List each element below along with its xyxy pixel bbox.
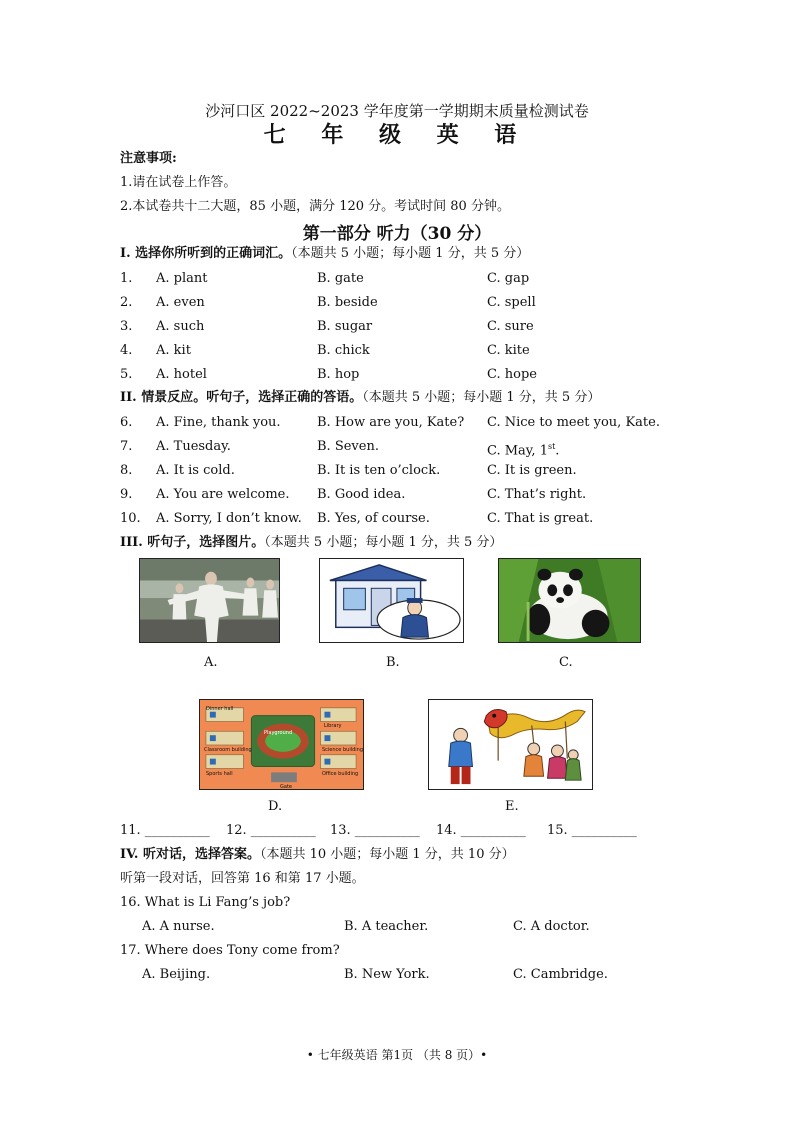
ordinal-suffix: st (547, 442, 556, 451)
section-3-title (120, 535, 502, 551)
option-c: C. sure (487, 319, 534, 334)
picture-guard-house (319, 558, 464, 643)
option-b: B. sugar (317, 319, 373, 334)
map-label-gate: Gate (280, 784, 292, 790)
option-a: A. Beijing. (142, 967, 211, 982)
option-a: A. such (156, 319, 205, 334)
option-c: C. spell (487, 295, 536, 310)
answer-blank-11[interactable]: 11. __________ (120, 823, 210, 838)
picture-school-map (199, 699, 364, 790)
option-c: C. That’s right. (487, 487, 587, 502)
option-b: B. hop (317, 367, 360, 382)
option-a: A. Sorry, I don’t know. (156, 511, 302, 526)
map-label-classroom: Classroom building (204, 747, 252, 753)
option-c: C. Nice to meet you, Kate. (487, 415, 660, 430)
question-number: 4. (120, 343, 133, 358)
option-c: C. A doctor. (513, 919, 590, 934)
map-label-sports-hall: Sports hall (206, 771, 233, 777)
notes-heading: 注意事项: (120, 151, 177, 166)
picture-label-d: D. (268, 799, 283, 814)
option-c: C. hope (487, 367, 537, 382)
option-b: B. chick (317, 343, 370, 358)
page-footer: • 七年级英语 第1页 （共 8 页）• (306, 1048, 488, 1062)
option-b: B. A teacher. (344, 919, 429, 934)
section-title-note: （本题共 5 小题；每小题 1 分，共 5 分） (291, 246, 530, 261)
question-number: 2. (120, 295, 133, 310)
option-c: C. Cambridge. (513, 967, 608, 982)
option-b: B. How are you, Kate? (317, 415, 465, 430)
question-number: 7. (120, 439, 133, 454)
option-a: A. kit (156, 343, 191, 358)
option-a: A. A nurse. (142, 919, 215, 934)
option-a: A. even (156, 295, 205, 310)
question-number: 9. (120, 487, 133, 502)
option-a: A. Fine, thank you. (156, 415, 281, 430)
option-b: B. Yes, of course. (317, 511, 430, 526)
option-a: A. plant (156, 271, 208, 286)
question-text: 17. Where does Tony come from? (120, 943, 340, 958)
part-one-title: 第一部分 听力（30 分） (302, 224, 492, 244)
dialogue-intro: 听第一段对话，回答第 16 和第 17 小题。 (120, 871, 365, 886)
exam-title: 沙河口区 2022~2023 学年度第一学期期末质量检测试卷 (205, 102, 589, 120)
option-c-end: . (555, 443, 560, 459)
map-label-science: Science building (322, 747, 363, 753)
picture-panda (498, 558, 641, 643)
note-item: 1.请在试卷上作答。 (120, 175, 237, 190)
option-b: B. Good idea. (317, 487, 406, 502)
section-4-title (120, 847, 515, 863)
option-b: B. It is ten o’clock. (317, 463, 441, 478)
section-title-bold: II. 情景反应。听句子，选择正确的答语。 (120, 390, 363, 405)
question-number: 3. (120, 319, 133, 334)
picture-label-e: E. (505, 799, 519, 814)
option-c (487, 439, 559, 459)
question-number: 10. (120, 511, 141, 526)
map-label-library: Library (324, 723, 342, 729)
question-number: 6. (120, 415, 133, 430)
section-title-bold: IV. 听对话，选择答案。 (120, 847, 260, 862)
question-number: 1. (120, 271, 133, 286)
section-title-note: （本题共 5 小题；每小题 1 分，共 5 分） (264, 535, 503, 550)
option-c-text: C. May, 1 (487, 443, 548, 459)
question-number: 8. (120, 463, 133, 478)
option-a: A. hotel (156, 367, 207, 382)
option-b: B. beside (317, 295, 378, 310)
note-item: 2.本试卷共十二大题，85 小题，满分 120 分。考试时间 80 分钟。 (120, 199, 510, 214)
question-text: 16. What is Li Fang’s job? (120, 895, 291, 910)
option-c: C. gap (487, 271, 530, 286)
option-a: A. Tuesday. (156, 439, 231, 454)
map-label-playground: Playground (264, 730, 293, 736)
option-a: A. You are welcome. (156, 487, 290, 502)
picture-label-c: C. (559, 655, 573, 670)
section-title-note: （本题共 5 小题；每小题 1 分，共 5 分） (362, 390, 601, 405)
answer-blank-15[interactable]: 15. __________ (547, 823, 637, 838)
map-label-office: Office building (322, 771, 359, 777)
subject-title: 七 年 级 英 语 (263, 122, 531, 148)
option-a: A. It is cold. (156, 463, 235, 478)
question-number: 5. (120, 367, 133, 382)
answer-blank-12[interactable]: 12. __________ (226, 823, 316, 838)
section-title-bold: III. 听句子，选择图片。 (120, 535, 265, 550)
picture-label-b: B. (386, 655, 400, 670)
picture-dragon-dance (428, 699, 593, 790)
section-2-title (120, 390, 600, 406)
answer-blank-13[interactable]: 13. __________ (330, 823, 420, 838)
picture-tai-chi (139, 558, 280, 643)
section-1-title (120, 246, 529, 262)
answer-blank-14[interactable]: 14. __________ (436, 823, 526, 838)
map-label-dinner-hall: Dinner hall (206, 706, 234, 712)
option-b: B. Seven. (317, 439, 379, 454)
option-c: C. That is great. (487, 511, 594, 526)
section-title-bold: I. 选择你所听到的正确词汇。 (120, 246, 292, 261)
picture-label-a: A. (204, 655, 218, 670)
option-c: C. It is green. (487, 463, 577, 478)
option-b: B. gate (317, 271, 364, 286)
option-b: B. New York. (344, 967, 430, 982)
option-c: C. kite (487, 343, 530, 358)
section-title-note: （本题共 10 小题；每小题 1 分，共 10 分） (259, 847, 515, 862)
